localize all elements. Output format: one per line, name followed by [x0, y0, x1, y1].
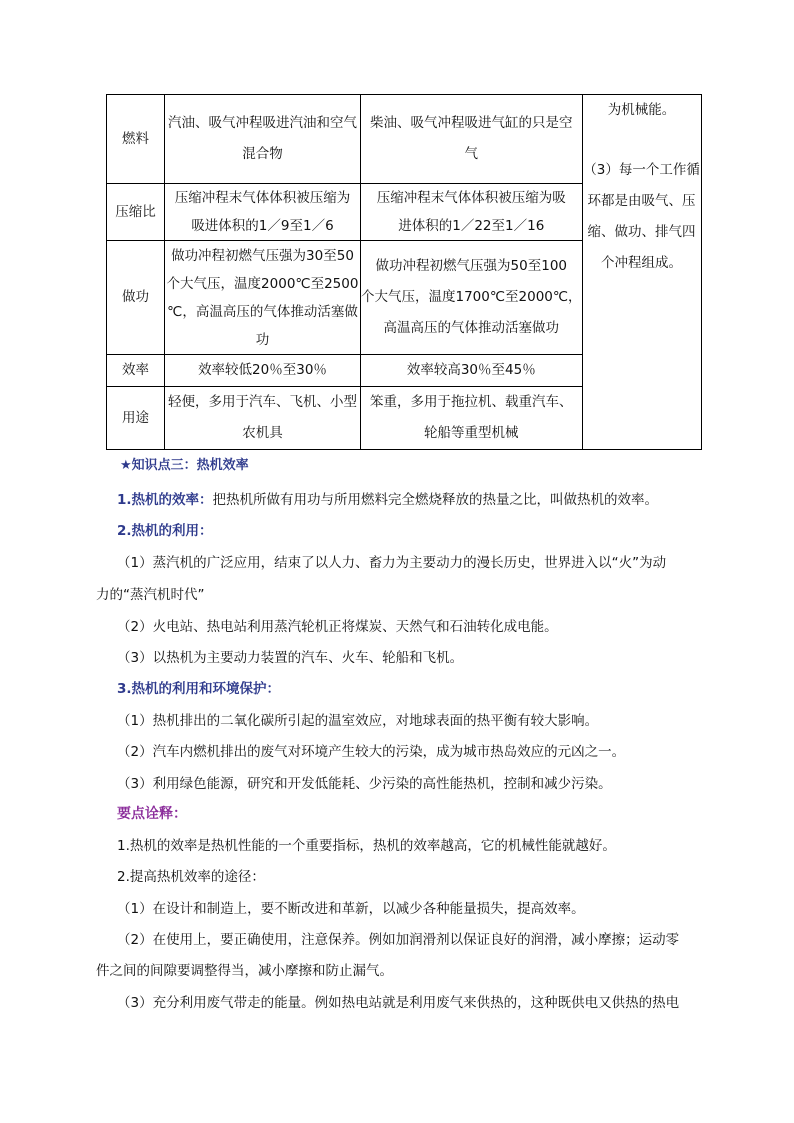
environment-item-1: （1）热机排出的二氧化碳所引起的温室效应，对地球表面的热平衡有较大影响。: [117, 713, 599, 729]
row-label-fuel: 燃料: [107, 95, 165, 184]
cell-line: 做功冲程初燃气压强为50至100: [375, 258, 567, 274]
gasoline-compression-cell: [165, 184, 361, 241]
diesel-efficiency-cell: [361, 355, 583, 387]
cell-line: 农机具: [242, 425, 283, 441]
cell-line: 高温高压的气体推动活塞做功: [383, 320, 560, 336]
cell-line: 吸进体积的1／9至1／6: [191, 218, 334, 234]
table-row-fuel: [107, 95, 702, 184]
row-label-power: 做功: [107, 241, 165, 355]
row-label-usage: 用途: [107, 387, 165, 450]
gasoline-power-cell: [165, 241, 361, 355]
environment-item-3: （3）利用绿色能源，研究和开发低能耗、少污染的高性能热机，控制和减少污染。: [117, 776, 612, 792]
notes-line-5: （3）充分利用废气带走的能量。例如热电站就是利用废气来供热的，这种既供电又供热的热电: [117, 995, 680, 1011]
row-label-efficiency: 效率: [107, 355, 165, 387]
cell-line: 功: [255, 331, 270, 348]
cell-line: 笨重，多用于拖拉机、载重汽车、: [370, 394, 573, 410]
cell-line: 轻便，多用于汽车、飞机、小型: [168, 394, 357, 410]
notes-line-2: 2.提高热机效率的途径：: [117, 869, 265, 885]
usage-item-1: （1）蒸汽机的广泛应用，结束了以人力、畜力为主要动力的漫长历史，世界进入以“火”为动: [117, 555, 667, 571]
cell-line: 效率较低20％至30％: [198, 362, 327, 378]
cell-line: 柴油、吸气冲程吸进气缸的只是空: [370, 115, 573, 131]
gasoline-efficiency-cell: [165, 355, 361, 387]
efficiency-heading: 1.热机的效率：: [117, 492, 213, 508]
gasoline-usage-cell: [165, 387, 361, 450]
efficiency-definition-text: 把热机所做有用功与所用燃料完全燃烧释放的热量之比，叫做热机的效率。: [212, 492, 659, 508]
diesel-compression-cell: [361, 184, 583, 241]
cell-line: 气: [464, 146, 479, 162]
diesel-usage-cell: [361, 387, 583, 450]
notes-title: 要点诠释：: [117, 806, 187, 822]
notes-line-4-cont: 件之间的间隙要调整得当，减小摩擦和防止漏气。: [96, 963, 393, 979]
usage-item-3: （3）以热机为主要动力装置的汽车、火车、轮船和飞机。: [117, 650, 464, 666]
environment-item-2: （2）汽车内燃机排出的废气对环境产生较大的污染，成为城市热岛效应的元凶之一。: [117, 744, 626, 760]
section-title: ★知识点三：热机效率: [120, 458, 249, 473]
cell-line: 压缩冲程末气体体积被压缩为: [174, 190, 351, 206]
comparison-table: [106, 94, 702, 450]
cell-line: 混合物: [242, 146, 283, 162]
notes-line-4: （2）在使用上，要正确使用，注意保养。例如加润滑剂以保证良好的润滑，减小摩擦；运动零: [117, 932, 680, 948]
common-notes-cell: [582, 95, 701, 450]
cell-line: 轮船等重型机械: [424, 425, 519, 441]
usage-heading: 2.热机的利用：: [117, 523, 213, 539]
paragraph-efficiency-definition: [117, 490, 737, 510]
diesel-fuel-cell: [361, 95, 583, 184]
usage-item-2: （2）火电站、热电站利用蒸汽轮机正将煤炭、天然气和石油转化成电能。: [117, 619, 558, 635]
cell-line: 汽油、吸气冲程吸进汽油和空气: [168, 115, 357, 131]
cell-line: ℃，高温高压的气体推动活塞做: [167, 303, 358, 320]
side-line: （3）每一个工作循: [583, 162, 700, 178]
cell-line: 做功冲程初燃气压强为30至50: [171, 247, 354, 264]
cell-line: 进体积的1／22至1／16: [398, 218, 545, 234]
notes-line-1: 1.热机的效率是热机性能的一个重要指标，热机的效率越高，它的机械性能就越好。: [117, 838, 616, 854]
side-line: 个冲程组成。: [601, 255, 683, 271]
diesel-power-cell: [361, 241, 583, 355]
row-label-compression: 压缩比: [107, 184, 165, 241]
cell-line: 个大气压，温度2000℃至2500: [166, 275, 359, 292]
environment-heading: 3.热机的利用和环境保护：: [117, 681, 281, 697]
cell-line: 效率较高30％至45％: [406, 362, 536, 378]
cell-line: 个大气压，温度1700℃至2000℃，: [361, 289, 582, 305]
usage-item-1-cont: 力的“蒸汽机时代”: [96, 587, 205, 603]
notes-line-3: （1）在设计和制造上，要不断改进和革新，以减少各种能量损失，提高效率。: [117, 901, 585, 917]
side-line: 缩、做功、排气四: [587, 224, 696, 240]
side-line: 为机械能。: [607, 102, 676, 118]
side-line: 环都是由吸气、压: [587, 193, 696, 209]
gasoline-fuel-cell: [165, 95, 361, 184]
cell-line: 压缩冲程末气体体积被压缩为吸: [376, 190, 566, 206]
